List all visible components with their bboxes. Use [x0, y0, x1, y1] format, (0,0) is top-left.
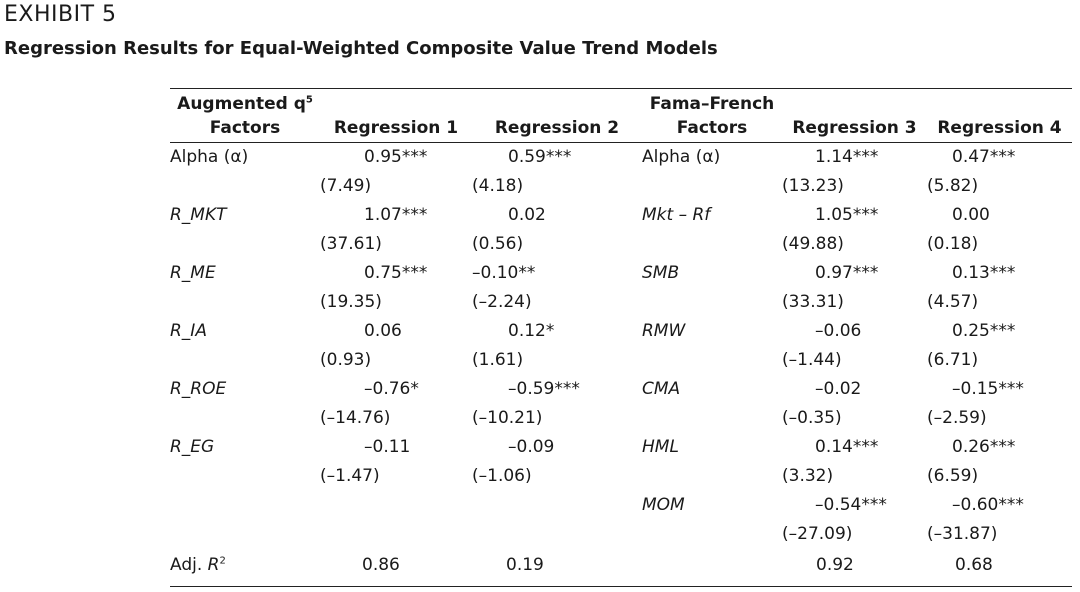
- q-factor-cell: [170, 491, 320, 520]
- adj-r2-reg3: 0.92: [816, 555, 854, 575]
- adj-r2-label: [170, 549, 320, 582]
- header-regression-3: Regression 3: [792, 118, 917, 138]
- reg4-cell: 0.47***: [952, 147, 1016, 167]
- reg2-cell: –0.10**: [472, 263, 536, 283]
- header-regression-1: Regression 1: [333, 118, 459, 138]
- reg1-cell: 0.06: [364, 321, 402, 341]
- reg3-cell: (–1.44): [782, 350, 842, 370]
- reg4-cell: 0.26***: [952, 437, 1016, 457]
- reg3-cell: (49.88): [782, 234, 844, 254]
- reg3-cell: 0.14***: [815, 437, 879, 457]
- reg4-cell: (6.71): [927, 350, 979, 370]
- q-factor-cell: R_MKT: [170, 205, 227, 225]
- header-left-factor-sup: 5: [305, 94, 313, 106]
- exhibit-title: Regression Results for Equal-Weighted Composite Value Trend Models: [4, 38, 718, 59]
- reg1-cell: (19.35): [320, 292, 382, 312]
- reg1-cell: (–14.76): [320, 408, 391, 428]
- reg1-cell: 0.95***: [364, 147, 428, 167]
- reg1-cell: (–1.47): [320, 466, 380, 486]
- table-row: [170, 375, 1072, 404]
- q-factor-cell: [170, 404, 320, 433]
- adj-r2-row: [170, 549, 1072, 582]
- reg4-cell: (6.59): [927, 466, 979, 486]
- table-header-row: [170, 92, 1072, 143]
- ff-factor-cell: [642, 172, 782, 201]
- reg3-cell: –0.54***: [815, 495, 887, 515]
- q-factor-cell: [170, 462, 320, 491]
- reg2-cell: (–2.24): [472, 292, 532, 312]
- adj-r2-var: R: [207, 555, 220, 575]
- reg3-cell: (–0.35): [782, 408, 842, 428]
- table-top-rule: [170, 88, 1072, 89]
- table-row: [170, 259, 1072, 288]
- table-row: [170, 172, 1072, 201]
- table-row: [170, 201, 1072, 230]
- reg3-cell: (33.31): [782, 292, 844, 312]
- reg1-cell: (0.93): [320, 350, 372, 370]
- reg4-cell: –0.15***: [952, 379, 1024, 399]
- reg1-cell: (37.61): [320, 234, 382, 254]
- reg3-cell: (13.23): [782, 176, 844, 196]
- reg1-cell: [320, 520, 472, 549]
- ff-factor-cell: [642, 288, 782, 317]
- adj-r2-prefix: Adj.: [170, 555, 203, 575]
- reg3-cell: 0.97***: [815, 263, 879, 283]
- header-regression-4: Regression 4: [937, 118, 1062, 138]
- adj-r2-reg2: 0.19: [506, 555, 544, 575]
- header-regression-2: Regression 2: [494, 118, 620, 138]
- q-factor-cell: [170, 346, 320, 375]
- adj-r2-reg4: 0.68: [955, 555, 993, 575]
- reg4-cell: –0.60***: [952, 495, 1024, 515]
- ff-factor-cell: Alpha (α): [642, 147, 721, 167]
- table-body: [170, 143, 1072, 583]
- q-factor-cell: R_IA: [170, 321, 207, 341]
- q-factor-cell: R_EG: [170, 437, 215, 457]
- ff-factor-cell: HML: [642, 437, 679, 457]
- ff-factor-cell: MOM: [642, 495, 685, 515]
- adj-r2-reg1: 0.86: [362, 555, 400, 575]
- table-bottom-rule: [170, 586, 1072, 587]
- reg4-cell: 0.25***: [952, 321, 1016, 341]
- reg2-cell: –0.09: [508, 437, 555, 457]
- adj-r2-ff-blank: [642, 549, 782, 582]
- q-factor-cell: R_ROE: [170, 379, 227, 399]
- reg1-cell: 0.75***: [364, 263, 428, 283]
- reg4-cell: (0.18): [927, 234, 979, 254]
- table-row: [170, 143, 1072, 173]
- header-left-factor-line2: Factors: [209, 118, 281, 138]
- reg2-cell: (4.18): [472, 176, 524, 196]
- header-right-factor-line2: Factors: [676, 118, 748, 138]
- table-row: [170, 520, 1072, 549]
- ff-factor-cell: [642, 230, 782, 259]
- ff-factor-cell: RMW: [642, 321, 686, 341]
- ff-factor-cell: SMB: [642, 263, 680, 283]
- reg4-cell: 0.00: [952, 205, 990, 225]
- ff-factor-cell: [642, 462, 782, 491]
- table-row: [170, 288, 1072, 317]
- q-factor-cell: Alpha (α): [170, 147, 249, 167]
- exhibit-label: EXHIBIT 5: [4, 2, 117, 27]
- reg2-cell: 0.59***: [508, 147, 572, 167]
- table-row: [170, 317, 1072, 346]
- reg2-cell: [472, 520, 642, 549]
- reg1-cell: –0.11: [364, 437, 411, 457]
- reg2-cell: [472, 491, 642, 520]
- reg2-cell: 0.12*: [508, 321, 555, 341]
- adj-r2-sup: 2: [219, 555, 226, 567]
- reg4-cell: (5.82): [927, 176, 979, 196]
- reg1-cell: –0.76*: [364, 379, 419, 399]
- reg2-cell: (–1.06): [472, 466, 532, 486]
- regression-results-table: [170, 92, 1072, 582]
- header-left-factor-line1: Augmented q: [177, 94, 306, 114]
- table-row: [170, 346, 1072, 375]
- table-row: [170, 404, 1072, 433]
- reg1-cell: [320, 491, 472, 520]
- reg3-cell: (3.32): [782, 466, 834, 486]
- header-fama-french-factors: [642, 92, 782, 143]
- table-row: [170, 230, 1072, 259]
- table-row: [170, 462, 1072, 491]
- reg4-cell: (4.57): [927, 292, 979, 312]
- q-factor-cell: [170, 288, 320, 317]
- table-row: [170, 491, 1072, 520]
- q-factor-cell: [170, 230, 320, 259]
- reg4-cell: 0.13***: [952, 263, 1016, 283]
- reg2-cell: (1.61): [472, 350, 524, 370]
- reg2-cell: –0.59***: [508, 379, 580, 399]
- reg3-cell: 1.05***: [815, 205, 879, 225]
- ff-factor-cell: [642, 404, 782, 433]
- q-factor-cell: [170, 520, 320, 549]
- ff-factor-cell: Mkt – Rf: [642, 205, 711, 225]
- header-augmented-q5-factors: [170, 92, 320, 143]
- reg3-cell: –0.06: [815, 321, 862, 341]
- reg4-cell: (–31.87): [927, 524, 998, 544]
- reg4-cell: (–2.59): [927, 408, 987, 428]
- ff-factor-cell: [642, 346, 782, 375]
- q-factor-cell: R_ME: [170, 263, 216, 283]
- reg3-cell: 1.14***: [815, 147, 879, 167]
- reg2-cell: 0.02: [508, 205, 546, 225]
- reg1-cell: 1.07***: [364, 205, 428, 225]
- ff-factor-cell: CMA: [642, 379, 681, 399]
- header-right-factor-line1: Fama–French: [649, 94, 775, 114]
- reg2-cell: (0.56): [472, 234, 524, 254]
- ff-factor-cell: [642, 520, 782, 549]
- reg2-cell: (–10.21): [472, 408, 543, 428]
- table-row: [170, 433, 1072, 462]
- q-factor-cell: [170, 172, 320, 201]
- reg3-cell: –0.02: [815, 379, 862, 399]
- reg1-cell: (7.49): [320, 176, 372, 196]
- reg3-cell: (–27.09): [782, 524, 853, 544]
